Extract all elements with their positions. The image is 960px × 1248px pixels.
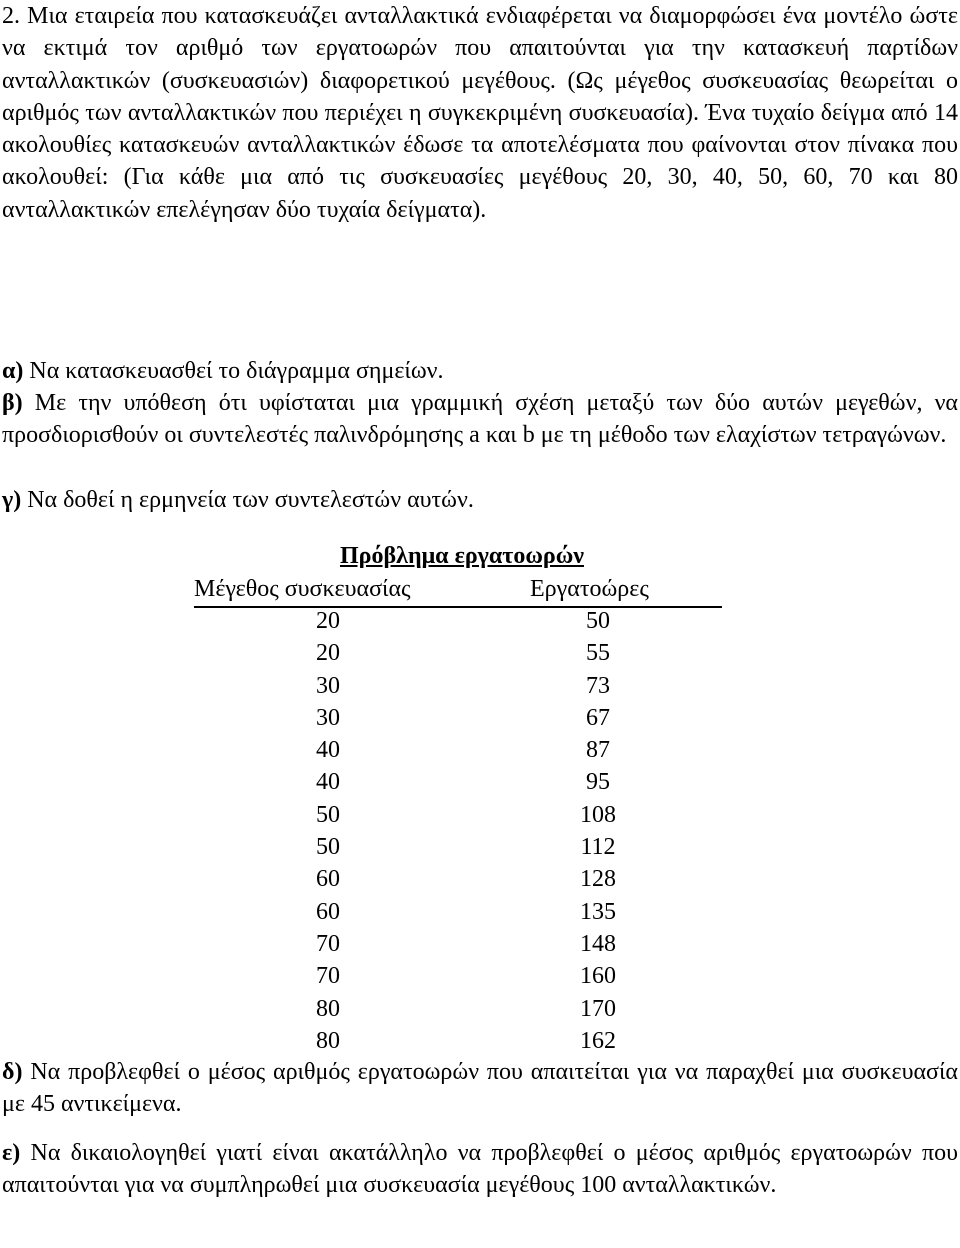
question-b-text: Με την υπόθεση ότι υφίσταται μια γραμμική σχέση μεταξύ των δύο αυτών μεγεθών, να προσδιορισθούν οι συντελεστές παλινδρόμησης a και b με τη μέθοδο των ελαχίστων τετραγώνων. xyxy=(2,390,958,449)
cell-package-size: 20 xyxy=(316,640,340,667)
cell-package-size: 30 xyxy=(316,704,340,731)
cell-labor-hours: 148 xyxy=(580,930,616,957)
question-c xyxy=(2,484,958,516)
cell-package-size: 50 xyxy=(316,834,340,861)
cell-labor-hours: 108 xyxy=(580,801,616,828)
question-e-text: Να δικαιολογηθεί γιατί είναι ακατάλληλο να προβλεφθεί ο μέσος αριθμός εργατοωρών που απαιτούνται για να συμπληρωθεί μια συσκευασία μεγέθους 100 ανταλλακτικών. xyxy=(2,1140,958,1199)
table-row xyxy=(0,928,960,960)
table-header xyxy=(194,572,722,608)
cell-package-size: 20 xyxy=(316,608,340,634)
question-a-text: Να κατασκευασθεί το διάγραμμα σημείων. xyxy=(23,358,444,384)
cell-package-size: 70 xyxy=(316,930,340,957)
cell-package-size: 80 xyxy=(316,995,340,1022)
cell-package-size: 30 xyxy=(316,672,340,699)
cell-package-size: 50 xyxy=(316,801,340,828)
question-d xyxy=(2,1056,958,1121)
table-row xyxy=(0,1025,960,1057)
cell-labor-hours: 162 xyxy=(580,1027,616,1054)
table-row xyxy=(0,637,960,669)
cell-package-size: 70 xyxy=(316,963,340,990)
question-a xyxy=(2,355,958,387)
table-row xyxy=(0,896,960,928)
question-b-label: β) xyxy=(2,390,23,416)
cell-labor-hours: 135 xyxy=(580,898,616,925)
question-d-label: δ) xyxy=(2,1059,23,1085)
table-row xyxy=(0,993,960,1025)
header-labor-hours: Εργατοώρες xyxy=(530,576,649,602)
cell-labor-hours: 95 xyxy=(586,769,610,796)
cell-labor-hours: 170 xyxy=(580,995,616,1022)
cell-package-size: 80 xyxy=(316,1027,340,1054)
table-row xyxy=(0,960,960,992)
cell-labor-hours: 67 xyxy=(586,704,610,731)
question-c-text: Να δοθεί η ερμηνεία των συντελεστών αυτών. xyxy=(21,487,474,513)
table-row xyxy=(0,766,960,798)
table-row xyxy=(0,799,960,831)
question-b xyxy=(2,387,958,452)
cell-labor-hours: 160 xyxy=(580,963,616,990)
table-row xyxy=(0,734,960,766)
cell-package-size: 40 xyxy=(316,769,340,796)
question-e xyxy=(2,1137,958,1202)
cell-labor-hours: 87 xyxy=(586,737,610,764)
cell-labor-hours: 73 xyxy=(586,672,610,699)
intro-text: 2. Μια εταιρεία που κατασκευάζει ανταλλακτικά ενδιαφέρεται να διαμορφώσει ένα μοντέλο ώστε να εκτιμά τον αριθμό των εργατοωρών που απαιτούνται για την κατασκευή παρτίδων ανταλλακτικών (συσκευασιών) διαφορετικού μεγέθους. (Ως μέγεθος συσκευασίας θεωρείται ο αριθμός των ανταλλακτικών που περιέχει η συγκεκριμένη συσκευασία). Ένα τυχαίο δείγμα από 14 ακολουθίες κατασκευών ανταλλακτικών έδωσε τα αποτελέσματα που φαίνονται στον πίνακα που ακολουθεί: (Για κάθε μια από τις συσκευασίες μεγέθους 20, 30, 40, 50, 60, 70 και 80 ανταλλακτικών επελέγησαν δύο τυχαία δείγματα). xyxy=(2,3,958,223)
header-package-size: Μέγεθος συσκευασίας xyxy=(194,576,411,602)
question-e-label: ε) xyxy=(2,1140,21,1166)
question-c-label: γ) xyxy=(2,487,22,513)
question-d-text: Να προβλεφθεί ο μέσος αριθμός εργατοωρών που απαιτείται για να παραχθεί μια συσκευασία με 45 αντικείμενα. xyxy=(2,1059,958,1118)
table-row xyxy=(0,831,960,863)
cell-package-size: 60 xyxy=(316,898,340,925)
question-a-label: α) xyxy=(2,358,24,384)
cell-labor-hours: 128 xyxy=(580,866,616,893)
table-row xyxy=(0,605,960,637)
cell-labor-hours: 112 xyxy=(580,834,616,861)
cell-labor-hours: 50 xyxy=(586,608,610,634)
table-row xyxy=(0,670,960,702)
table-body xyxy=(0,605,960,1057)
problem-statement xyxy=(2,0,958,226)
table-title: Πρόβλημα εργατοωρών xyxy=(340,543,585,569)
table-row xyxy=(0,702,960,734)
cell-package-size: 60 xyxy=(316,866,340,893)
cell-labor-hours: 55 xyxy=(586,640,610,667)
table-row xyxy=(0,863,960,895)
cell-package-size: 40 xyxy=(316,737,340,764)
